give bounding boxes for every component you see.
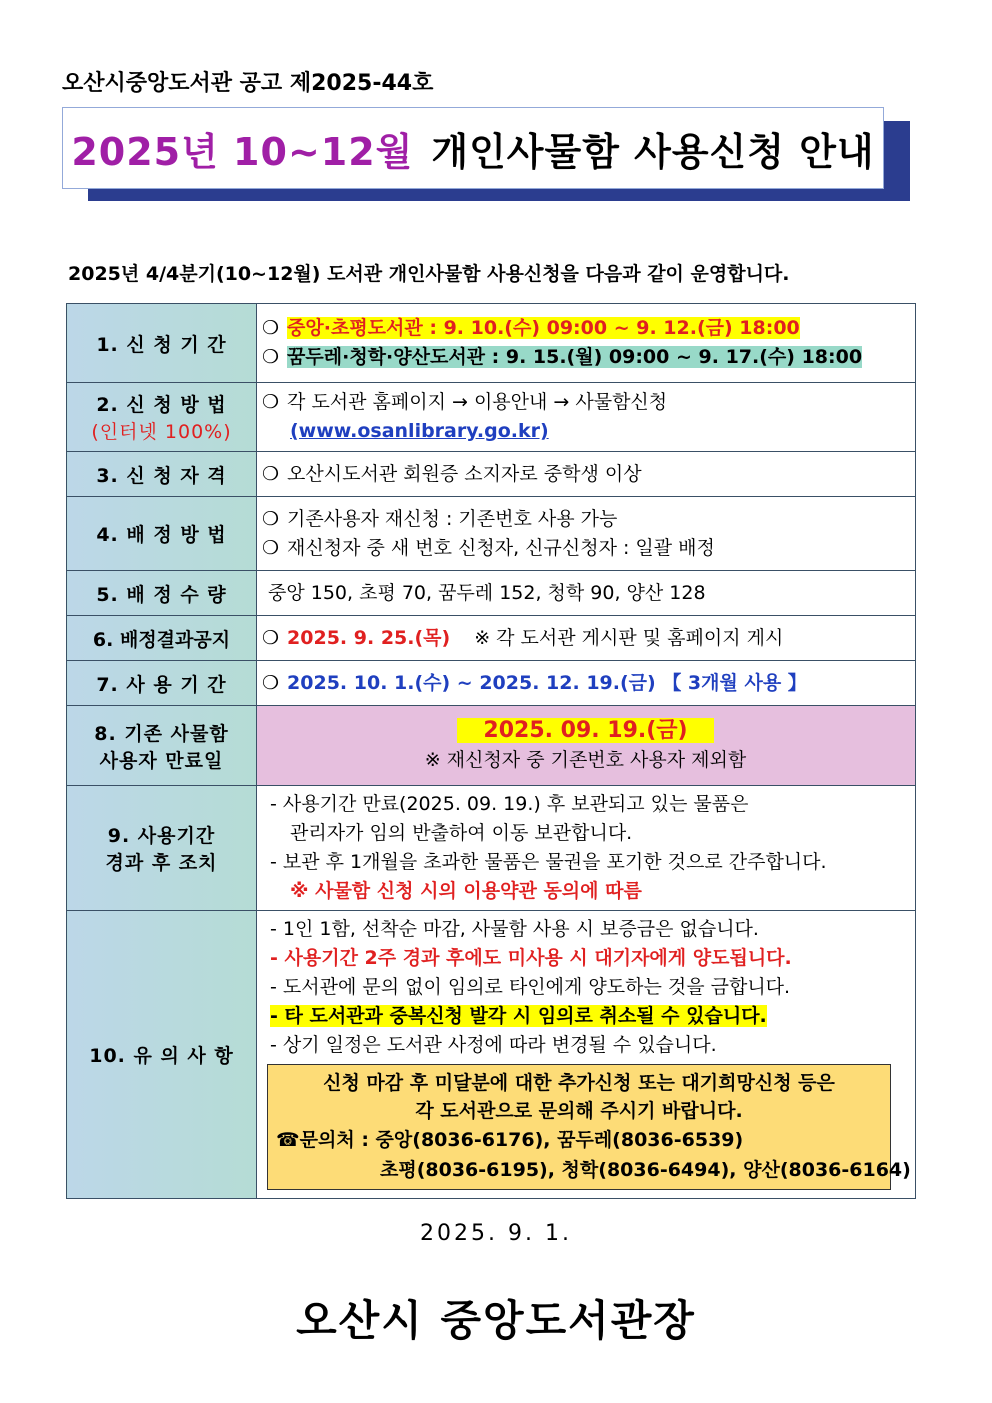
after-expiry-line-2: 관리자가 임의 반출하여 이동 보관합니다. bbox=[290, 822, 633, 844]
row-label bbox=[67, 786, 257, 911]
after-expiry-line-3: - 보관 후 1개월을 초과한 물품은 물권을 포기한 것으로 간주합니다. bbox=[270, 851, 827, 873]
table-row-after-expiry bbox=[67, 786, 916, 911]
row-content bbox=[257, 497, 916, 571]
bullet-icon: ❍ bbox=[262, 626, 280, 649]
title-subject: 개인사물함 사용신청 안내 bbox=[431, 129, 875, 174]
issuer-signature: 오산시 중앙도서관장 bbox=[296, 1296, 696, 1345]
row-label: 3. 신 청 자 격 bbox=[67, 452, 257, 497]
row-content bbox=[257, 304, 916, 383]
assignment-line-2: 재신청자 중 새 번호 신청자, 신규신청자 : 일괄 배정 bbox=[287, 536, 715, 559]
bullet-icon: ❍ bbox=[262, 507, 280, 530]
period-central-chopyeong: 중앙·초평도서관 : 9. 10.(수) 09:00 ~ 9. 12.(금) 18:00 bbox=[287, 317, 800, 339]
table-row-eligibility bbox=[67, 452, 916, 497]
contact-box-line-2: 각 도서관으로 문의해 주시기 바랍니다. bbox=[415, 1100, 743, 1122]
after-expiry-line-4: ※ 사물함 신청 시의 이용약관 동의에 따름 bbox=[290, 880, 642, 902]
usage-period-text: 2025. 10. 1.(수) ~ 2025. 12. 19.(금) 【 3개월 사용 】 bbox=[287, 671, 807, 694]
contact-phone-line-1: ☎문의처 : 중앙(8036-6176), 꿈두레(8036-6539) bbox=[276, 1129, 744, 1151]
row-sublabel: (인터넷 100%) bbox=[91, 421, 232, 443]
table-row-notes bbox=[67, 911, 916, 1199]
contact-box bbox=[267, 1064, 911, 1190]
issue-date: 2025. 9. 1. bbox=[420, 1221, 572, 1246]
eligibility-text: 오산시도서관 회원증 소지자로 중학생 이상 bbox=[287, 462, 642, 485]
table-row-application-period bbox=[67, 304, 916, 383]
row-content bbox=[257, 616, 916, 661]
period-other-libraries: 꿈두레·청학·양산도서관 : 9. 15.(월) 09:00 ~ 9. 17.(수) 18:00 bbox=[287, 346, 863, 368]
bullet-icon: ❍ bbox=[262, 671, 280, 694]
quantity-text: 중앙 150, 초평 70, 꿈두레 152, 청학 90, 양산 128 bbox=[268, 581, 706, 604]
table-row-expiry bbox=[67, 706, 916, 786]
note-line-2: - 사용기간 2주 경과 후에도 미사용 시 대기자에게 양도됩니다. bbox=[270, 947, 792, 969]
row-content bbox=[257, 661, 916, 706]
result-date: 2025. 9. 25.(목) bbox=[287, 626, 451, 649]
row-label: 6. 배정결과공지 bbox=[67, 616, 257, 661]
assignment-line-1: 기존사용자 재신청 : 기존번호 사용 가능 bbox=[287, 507, 618, 530]
note-line-4: - 타 도서관과 중복신청 발각 시 임의로 취소될 수 있습니다. bbox=[270, 1005, 767, 1027]
result-note: ※ 각 도서관 게시판 및 홈페이지 게시 bbox=[474, 626, 784, 649]
table-row-quantity bbox=[67, 571, 916, 616]
note-line-3: - 도서관에 문의 없이 임의로 타인에게 양도하는 것을 금합니다. bbox=[270, 976, 791, 998]
row-content bbox=[257, 911, 916, 1199]
intro-text: 2025년 4/4분기(10~12월) 도서관 개인사물함 사용신청을 다음과 같이 운영합니다. bbox=[68, 263, 790, 285]
row-label: 4. 배 정 방 법 bbox=[67, 497, 257, 571]
method-text: 각 도서관 홈페이지 → 이용안내 → 사물함신청 bbox=[287, 391, 668, 413]
table-row-assignment-method bbox=[67, 497, 916, 571]
note-line-5: - 상기 일정은 도서관 사정에 따라 변경될 수 있습니다. bbox=[270, 1034, 717, 1056]
notice-number: 오산시중앙도서관 공고 제2025-44호 bbox=[62, 71, 434, 96]
row-label bbox=[67, 383, 257, 452]
row-label-line-2: 경과 후 조치 bbox=[105, 852, 218, 874]
library-website-link[interactable]: (www.osanlibrary.go.kr) bbox=[290, 420, 549, 442]
bullet-icon: ❍ bbox=[262, 346, 280, 368]
row-label-line-1: 8. 기존 사물함 bbox=[94, 722, 229, 745]
row-label bbox=[67, 706, 257, 786]
row-content bbox=[257, 786, 916, 911]
row-content bbox=[257, 706, 916, 786]
expiry-note: ※ 재신청자 중 기존번호 사용자 제외함 bbox=[424, 749, 747, 771]
table-row-usage-period bbox=[67, 661, 916, 706]
bullet-icon: ❍ bbox=[262, 317, 280, 339]
row-label-line-2: 사용자 만료일 bbox=[99, 749, 224, 772]
table-row-result-notice bbox=[67, 616, 916, 661]
contact-phone-line-2: 초평(8036-6195), 청학(8036-6494), 양산(8036-6164) bbox=[380, 1159, 911, 1181]
bullet-icon: ❍ bbox=[262, 391, 280, 413]
row-label: 1. 신 청 기 간 bbox=[67, 304, 257, 383]
row-label-text: 2. 신 청 방 법 bbox=[96, 394, 227, 416]
title-period: 2025년 10~12월 bbox=[71, 129, 414, 174]
table-row-application-method bbox=[67, 383, 916, 452]
bullet-icon: ❍ bbox=[262, 536, 280, 559]
row-label: 7. 사 용 기 간 bbox=[67, 661, 257, 706]
row-label-line-1: 9. 사용기간 bbox=[107, 825, 216, 847]
bullet-icon: ❍ bbox=[262, 462, 280, 485]
note-line-1: - 1인 1함, 선착순 마감, 사물함 사용 시 보증금은 없습니다. bbox=[270, 918, 759, 940]
row-content bbox=[257, 571, 916, 616]
row-label: 10. 유 의 사 항 bbox=[67, 911, 257, 1199]
row-content bbox=[257, 383, 916, 452]
contact-box-line-1: 신청 마감 후 미달분에 대한 추가신청 또는 대기희망신청 등은 bbox=[323, 1072, 835, 1094]
row-content bbox=[257, 452, 916, 497]
info-table bbox=[66, 303, 916, 1199]
after-expiry-line-1: - 사용기간 만료(2025. 09. 19.) 후 보관되고 있는 물품은 bbox=[270, 793, 749, 815]
page-title bbox=[62, 107, 884, 189]
expiry-date: 2025. 09. 19.(금) bbox=[457, 718, 713, 743]
row-label: 5. 배 정 수 량 bbox=[67, 571, 257, 616]
